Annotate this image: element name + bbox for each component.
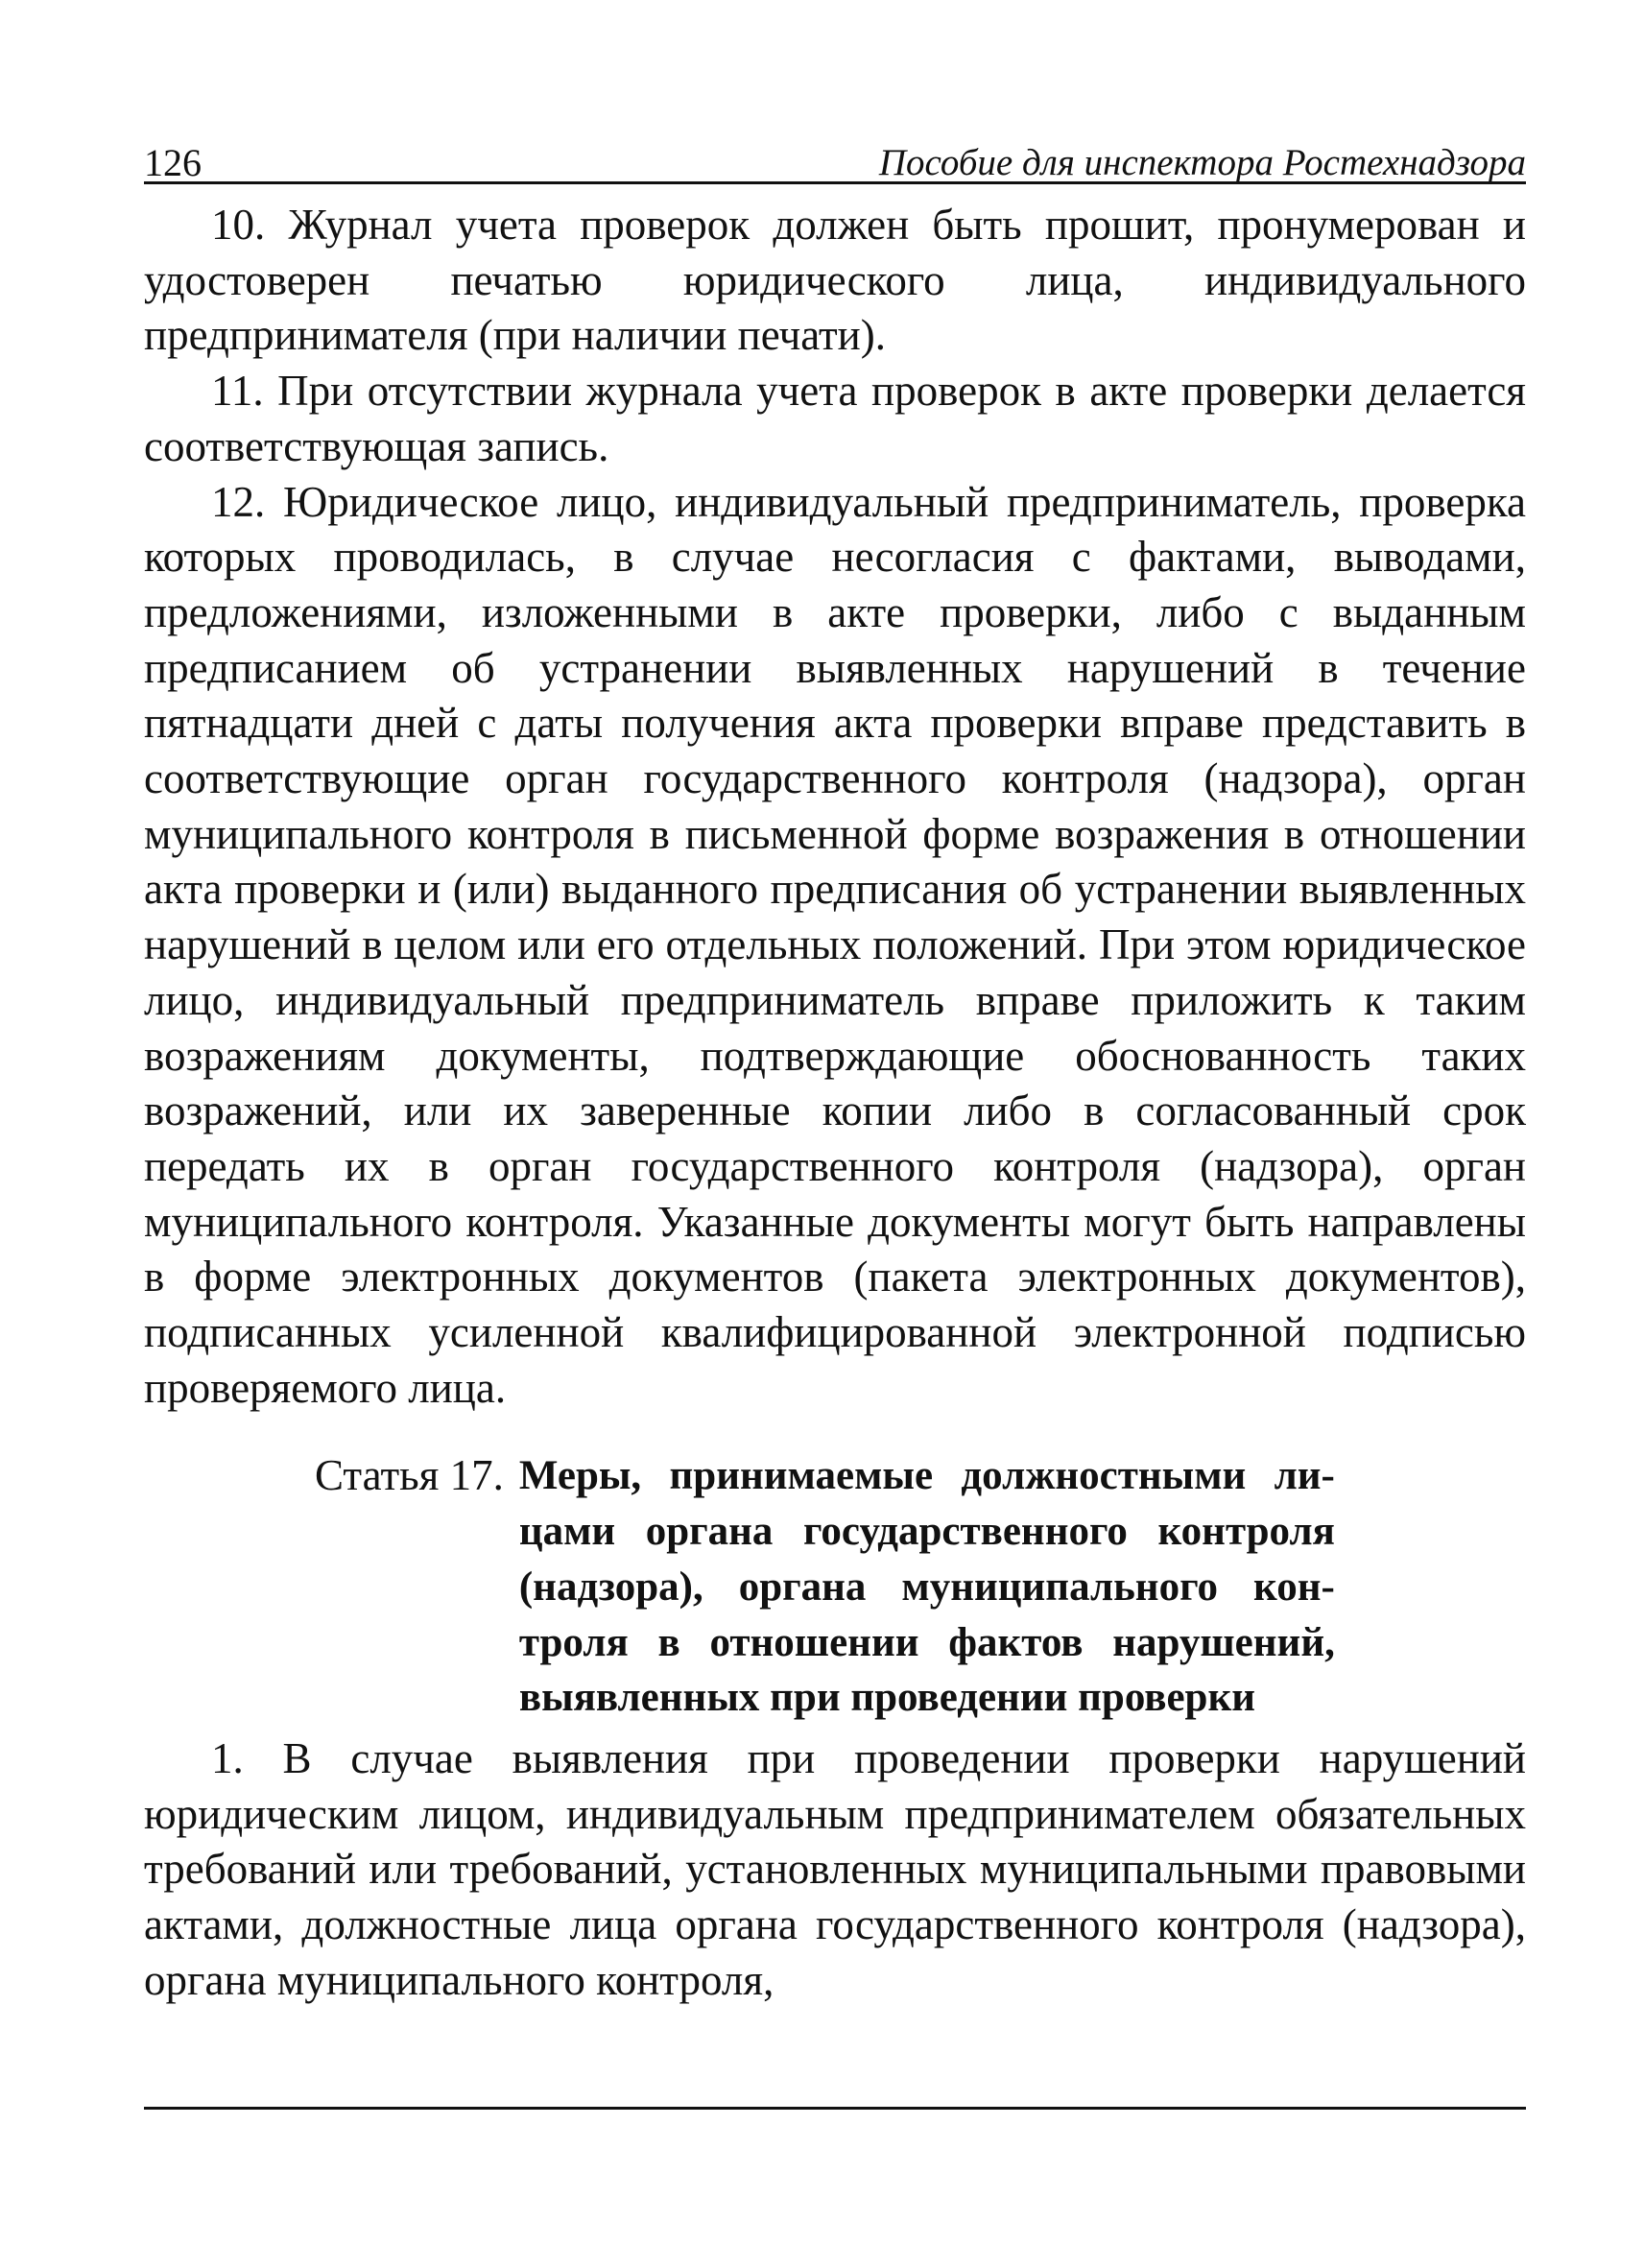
page-header	[144, 125, 1526, 184]
paragraph-10: 10. Журнал учета проверок должен быть прошит, пронумерован и удостоверен печатью юридического лица, индивидуального предпринимателя (при наличии печати).	[144, 201, 1526, 360]
article-paragraph-1: 1. В случае выявления при проведении проверки нарушений юридическим лицом, индивидуальным предпринимателем обязательных требований или требований, установленных муниципальными правовыми актами, должностные лица органа государственного контроля (надзора), органа муниципального контроля,	[144, 1733, 1526, 2004]
paragraph-11: 11. При отсутствии журнала учета проверок в акте проверки делается соответствующая запись.	[144, 367, 1526, 470]
paragraph-12: 12. Юридическое лицо, индивидуальный предприниматель, проверка которых проводилась, в случае несогласия с фактами, выводами, предложениями, изложенными в акте проверки, либо с выданным предписанием об устранении выявленных нарушений в течение пятнадцати дней с даты получения акта проверки вправе представить в соответствующие орган государственного контроля (надзора), орган муниципального контроля в письменной форме возражения в отношении акта проверки и (или) выданного предписания об устранении выявленных нарушений в целом или его отдельных положений. При этом юридическое лицо, индивидуальный предприниматель вправе приложить к таким возражениям документы, подтверждающие обоснованность таких возражений, или их заверенные копии либо в согласованный срок передать их в орган государственного контроля (надзора), орган муниципального контроля. Указанные документы могут быть направлены в форме электронных документов (пакета электронных документов), подписанных усиленной квалифицированной электронной подписью проверяемого лица.	[144, 477, 1526, 1412]
footer-rule	[144, 2107, 1526, 2110]
book-page	[144, 125, 1526, 2009]
running-title: Пособие для инспектора Ростехнадзора	[878, 142, 1526, 183]
article-heading	[144, 1448, 1526, 1726]
article-title: Меры, принимаемые должностными лицами органа государственного контроля (надзора), органа муниципального контроля в отношении фактов нарушений, выявленных при проведении проверки	[518, 1453, 1335, 1721]
body-text	[144, 198, 1526, 2009]
page-number: 126	[144, 141, 202, 184]
article-label: Статья 17.	[315, 1451, 504, 1500]
